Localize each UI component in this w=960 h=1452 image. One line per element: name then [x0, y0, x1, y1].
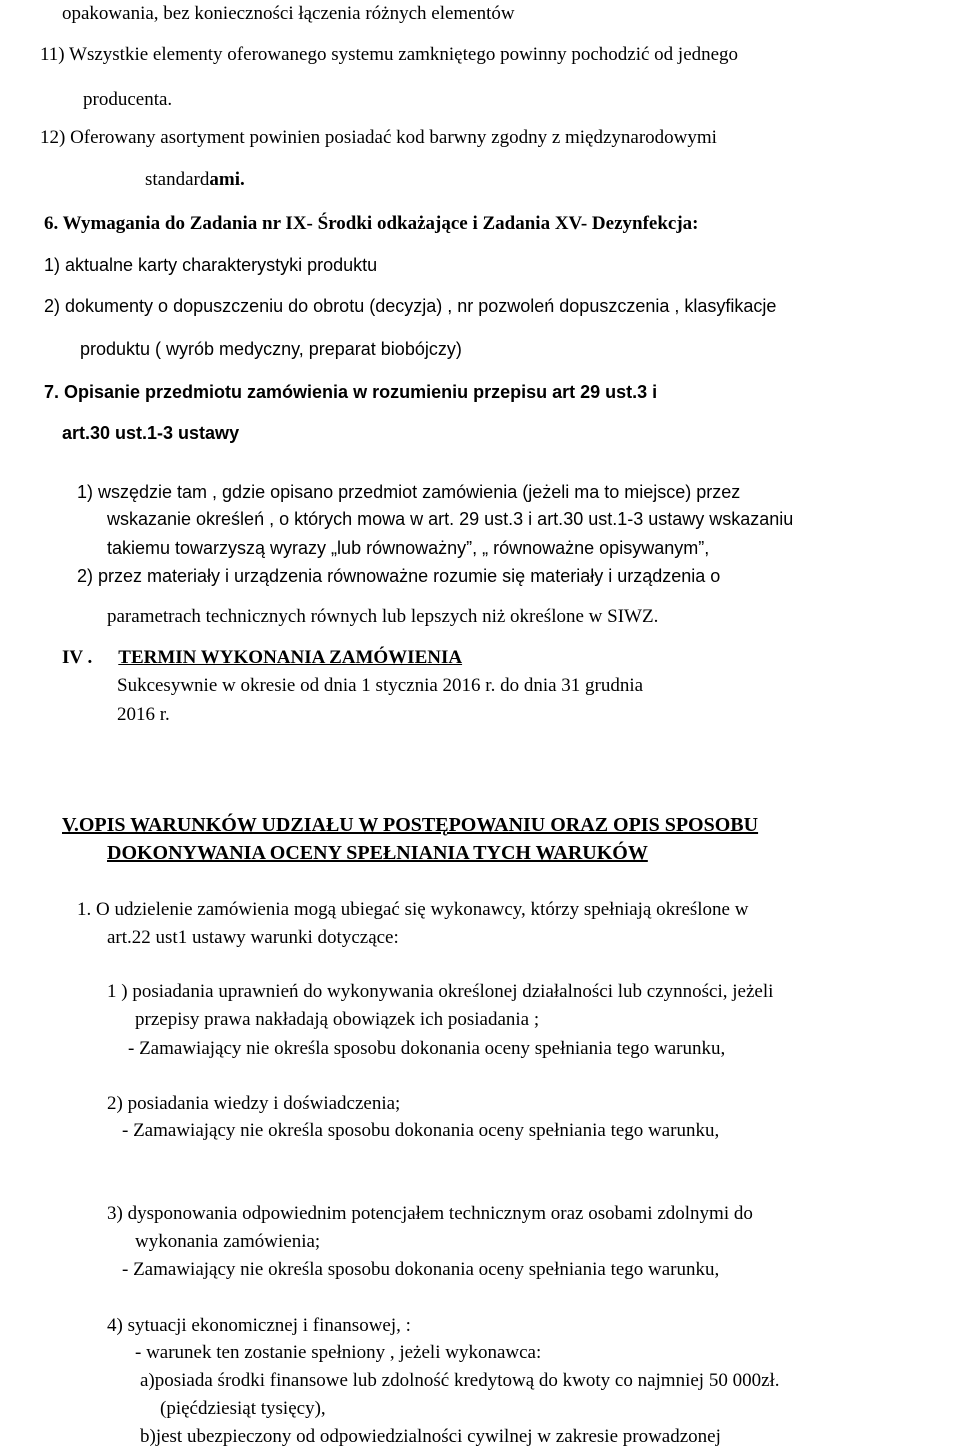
text-part: standard — [145, 169, 210, 190]
list-item: 1) wszędzie tam , gdzie opisano przedmiot zamówienia (jeżeli ma to miejsce) przez — [77, 482, 741, 502]
text-line: - warunek ten zostanie spełniony , jeżeli wykonawca: — [135, 1342, 542, 1363]
text-line: parametrach technicznych równych lub lepszych niż określone w SIWZ. — [107, 606, 659, 627]
section-heading-v: V.OPIS WARUNKÓW UDZIAŁU W POSTĘPOWANIU ORAZ OPIS SPOSOBU — [62, 814, 759, 836]
text-line: Sukcesywnie w okresie od dnia 1 stycznia 2016 r. do dnia 31 grudnia — [117, 675, 644, 696]
text-line: - Zamawiający nie określa sposobu dokonania oceny spełniania tego warunku, — [128, 1038, 726, 1059]
text-line: 2016 r. — [117, 704, 170, 725]
list-item-11: 11) Wszystkie elementy oferowanego systemu zamkniętego powinny pochodzić od jednego — [40, 44, 739, 65]
section-number: IV . — [62, 647, 93, 668]
section-heading-7: 7. Opisanie przedmiotu zamówienia w rozumieniu przepisu art 29 ust.3 i — [44, 382, 658, 402]
text-line: producenta. — [83, 89, 173, 110]
text-line: (pięćdziesiąt tysięcy), — [160, 1398, 326, 1419]
text-line: produktu ( wyrób medyczny, preparat biobójczy) — [80, 339, 462, 359]
section-heading-iv — [62, 648, 462, 667]
list-item: 2) dokumenty o dopuszczeniu do obrotu (decyzja) , nr pozwoleń dopuszczenia , klasyfikacje — [44, 296, 777, 316]
text-line: przepisy prawa nakładają obowiązek ich posiadania ; — [135, 1009, 540, 1030]
section-title: TERMIN WYKONANIA ZAMÓWIENIA — [118, 647, 463, 668]
text-line: takiemu towarzyszą wyrazy „lub równoważny”, „ równoważne opisywanym”, — [107, 538, 710, 558]
section-heading-6: 6. Wymagania do Zadania nr IX- Środki odkażające i Zadania XV- Dezynfekcja: — [44, 213, 699, 234]
text-line: b)jest ubezpieczony od odpowiedzialności cywilnej w zakresie prowadzonej — [140, 1426, 721, 1447]
list-item: 4) sytuacji ekonomicznej i finansowej, : — [107, 1315, 411, 1336]
list-item: 1. O udzielenie zamówienia mogą ubiegać się wykonawcy, którzy spełniają określone w — [77, 899, 749, 920]
list-item: 3) dysponowania odpowiednim potencjałem technicznym oraz osobami zdolnymi do — [107, 1203, 753, 1224]
list-item: 1) aktualne karty charakterystyki produktu — [44, 255, 378, 275]
text-line: opakowania, bez konieczności łączenia różnych elementów — [62, 3, 515, 24]
text-line: a)posiada środki finansowe lub zdolność kredytową do kwoty co najmniej 50 000zł. — [140, 1370, 780, 1391]
section-heading-7-cont: art.30 ust.1-3 ustawy — [62, 423, 240, 443]
list-item: 2) przez materiały i urządzenia równoważne rozumie się materiały i urządzenia o — [77, 566, 721, 586]
list-item-12: 12) Oferowany asortyment powinien posiadać kod barwny zgodny z międzynarodowymi — [40, 127, 717, 148]
text-line: wykonania zamówienia; — [135, 1231, 321, 1252]
section-heading-v-cont: DOKONYWANIA OCENY SPEŁNIANIA TYCH WARUKÓW — [107, 842, 648, 864]
list-item: 2) posiadania wiedzy i doświadczenia; — [107, 1093, 401, 1114]
list-item: 1 ) posiadania uprawnień do wykonywania określonej działalności lub czynności, jeżeli — [107, 981, 774, 1002]
text-line — [145, 170, 245, 189]
text-line: - Zamawiający nie określa sposobu dokonania oceny spełniania tego warunku, — [122, 1120, 720, 1141]
text-part-bold: ami. — [209, 169, 245, 190]
text-line: wskazanie określeń , o których mowa w art. 29 ust.3 i art.30 ust.1-3 ustawy wskazaniu — [107, 509, 794, 529]
text-line: - Zamawiający nie określa sposobu dokonania oceny spełniania tego warunku, — [122, 1259, 720, 1280]
text-line: art.22 ust1 ustawy warunki dotyczące: — [107, 927, 399, 948]
